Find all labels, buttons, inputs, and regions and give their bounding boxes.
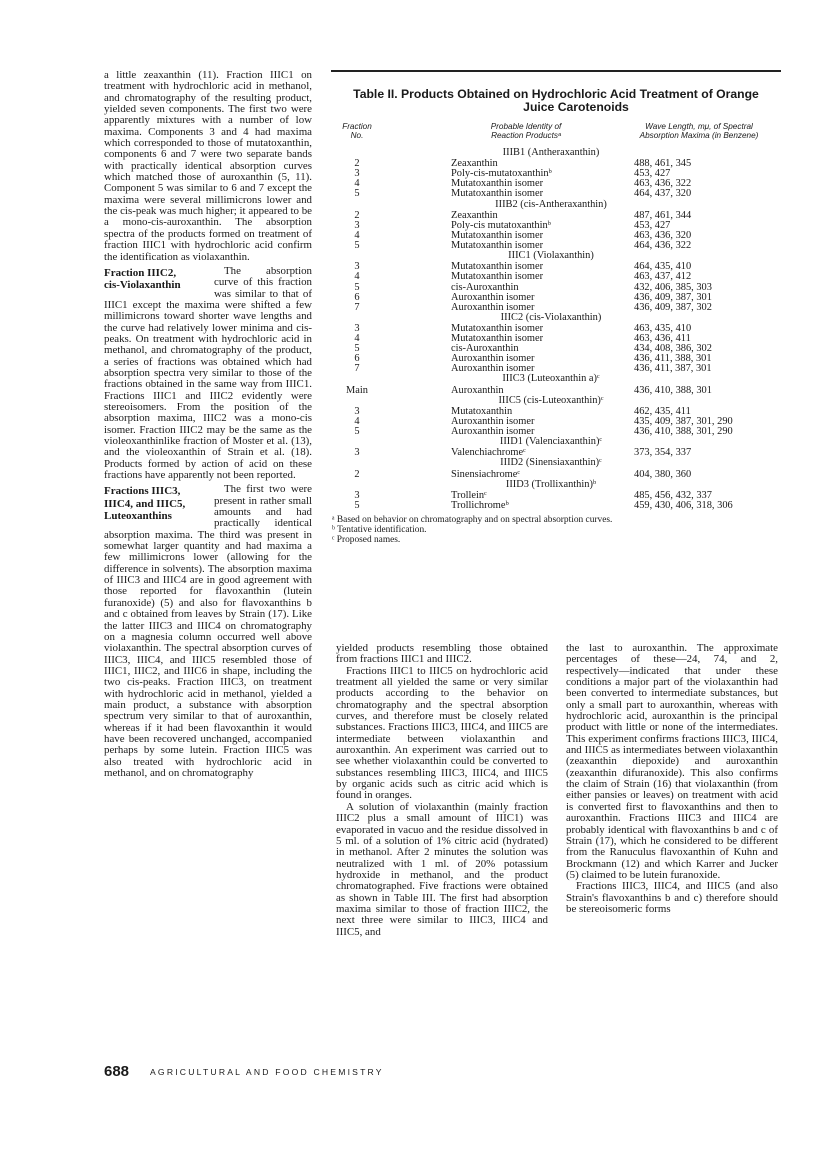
table-group-heading (331, 458, 781, 469)
cell-wavelength: 453, 427 (634, 219, 671, 231)
table-row (331, 334, 781, 344)
left-text-column (104, 70, 312, 779)
cell-identity: Auroxanthin (451, 384, 504, 396)
paragraph: yielded products resembling those obtained from fractions IIIC1 and IIIC2. (336, 642, 548, 666)
table-column-headers (331, 122, 781, 148)
table-group-heading (331, 251, 781, 262)
cell-fraction: 5 (354, 188, 360, 200)
cell-identity: Auroxanthin isomer (451, 291, 535, 303)
header-text: Fraction (342, 122, 372, 131)
table-row (331, 344, 781, 354)
group-label: IIIC5 (cis-Luteoxanthin)ᶜ (498, 394, 604, 406)
cell-wavelength: 434, 408, 386, 302 (634, 343, 712, 355)
header-text: Wave Length, mμ, of Spectral (645, 122, 753, 131)
table-row (331, 179, 781, 189)
cell-identity: Auroxanthin isomer (451, 301, 535, 313)
cell-fraction: 5 (354, 426, 360, 438)
group-label: IIID1 (Valenciaxanthin)ᶜ (499, 436, 603, 448)
heading-line: Luteoxanthins (104, 509, 172, 522)
cell-fraction: 5 (354, 500, 360, 512)
cell-wavelength: 464, 436, 322 (634, 240, 692, 252)
cell-identity: Mutatoxanthin (451, 405, 513, 417)
cell-wavelength: 404, 380, 360 (634, 468, 692, 480)
paragraph: Fractions IIIC3, IIIC4, and IIIC5 (and also Strain's flavoxanthins b and c) therefore should be stereoisomeric forms (566, 880, 778, 915)
cell-fraction: 5 (354, 343, 360, 355)
column-header-identity (451, 122, 601, 140)
cell-identity: Mutatoxanthin isomer (451, 333, 544, 345)
cell-wavelength: 463, 435, 410 (634, 322, 692, 334)
paragraph: a little zeaxanthin (11). Fraction IIIC1 on treatment with hydrochloric acid in methanol, and chromatography of the resulting product, yielded seven components. The first two were apparently mixtures with a number of low maxima. Components 3 and 4 had maxima which corresponded to those of mutatoxanthin, components 6 and 7 were two separate bands with practically identical absorption curves which matched those of auroxanthin (5, 11). Component 5 was similar to 6 and 7 except the maxima were several millimicrons lower and the cis-peak was much higher; it appeared to be a mono-cis-auroxanthin. The absorption spectra of the products formed on treatment of fraction IIIC1 with hydrochloric acid confirm the identification as violaxanthin. (104, 69, 312, 263)
cell-fraction: 4 (354, 416, 360, 427)
cell-identity: Mutatoxanthin isomer (451, 240, 544, 252)
cell-wavelength: 463, 436, 411 (634, 333, 691, 345)
footnote: ᶜ Proposed names. (332, 534, 401, 545)
cell-fraction: 3 (354, 219, 360, 231)
cell-wavelength: 436, 411, 388, 301 (634, 353, 712, 365)
cell-wavelength: 464, 437, 320 (634, 188, 692, 200)
table-group-heading (331, 148, 781, 159)
cell-wavelength: 463, 436, 322 (634, 178, 692, 190)
heading-line: cis-Violaxanthin (104, 279, 181, 292)
section-heading (104, 267, 208, 291)
table-group-heading (331, 374, 781, 385)
group-label: IIIC1 (Violaxanthin) (508, 250, 594, 262)
cell-fraction: 5 (354, 240, 360, 252)
table-top-rule (331, 70, 781, 72)
paragraph: A solution of violaxanthin (mainly fraction IIIC2 plus a small amount of IIIC1) was evaporated in vacuo and the residue dissolved in 5 ml. of a solution of 1% citric acid (hydrated) in methanol. After 2 minutes the solution was neutralized with 1 ml. of 20% potassium hydroxide in methanol, and the product chromatographed. Five fractions were obtained as shown in Table III. The first had absorption maxima similar to those of fraction IIIC2, the next three were similar to IIIC3, IIIC4 and IIIC5, and (336, 800, 548, 938)
footnote: ᵇ Tentative identification. (332, 524, 427, 535)
page-footer (104, 1063, 604, 1079)
cell-wavelength: 463, 437, 412 (634, 271, 692, 283)
section-luteoxanthins (104, 484, 312, 779)
header-text: Probable Identity of (490, 122, 562, 131)
cell-fraction: 7 (354, 363, 360, 375)
cell-fraction: 3 (354, 322, 360, 334)
cell-wavelength: 373, 354, 337 (634, 447, 692, 459)
table-row (331, 501, 781, 511)
table-row (331, 272, 781, 282)
cell-identity: Auroxanthin isomer (451, 426, 535, 438)
cell-wavelength: 464, 435, 410 (634, 261, 692, 273)
cell-fraction: 3 (354, 168, 360, 180)
cell-wavelength: 459, 430, 406, 318, 306 (634, 500, 733, 512)
cell-fraction: 2 (354, 158, 360, 170)
cell-identity: Poly-cis-mutatoxanthinᵇ (451, 168, 552, 180)
cell-fraction: 7 (354, 301, 360, 313)
section-fraction-iiic2 (104, 266, 312, 482)
group-label: IIIC2 (cis-Violaxanthin) (500, 311, 602, 323)
table-row (331, 262, 781, 272)
cell-identity: Mutatoxanthin isomer (451, 322, 544, 334)
table-title-line2: Juice Carotenoids (523, 100, 629, 114)
cell-identity: Trollichromeᵇ (451, 500, 509, 512)
table-title (331, 88, 781, 114)
cell-fraction: 2 (354, 468, 360, 480)
cell-identity: Zeaxanthin (451, 158, 498, 170)
table-group-heading (331, 437, 781, 448)
group-label: IIID2 (Sinensiaxanthin)ᶜ (500, 457, 602, 469)
table-group-heading (331, 200, 781, 211)
cell-fraction: 4 (354, 333, 360, 345)
cell-fraction: 6 (354, 353, 360, 365)
cell-identity: Mutatoxanthin isomer (451, 188, 544, 200)
cell-identity: Zeaxanthin (451, 209, 498, 221)
cell-wavelength: 462, 435, 411 (634, 405, 691, 417)
paragraph: The first two were present in rather small amounts and had practically identical absorption maxima. The third was present in somewhat larger quantity and had maxima a few millimicrons lower (allowing for the difference in solvents). The absorption maxima of IIIC3 and IIIC4 are in good agreement with those reported for flavoxanthin (lutein furanoxide) (5) and also for flavoxanthins b and c obtained from leaves by Strain (17). Like the latter IIIC3 and IIIC4 on chromatography on a magnesia column occurred well above violaxanthin. The spectral absorption curves of IIIC3, IIIC4, and IIIC5 resembled those of IIIC1, IIIC2, and IIIC6 in shape, including the two cis-peaks. Fraction IIIC3, on treatment with hydrochloric acid in methanol, yielded a main product, a substance with absorption spectrum very similar to that of auroxanthin, whereas if it had been flavoxanthin it would have been recovered unchanged, accompanied perhaps by some lutein. Fraction IIIC5 was also treated with hydrochloric acid in methanol, and on chromatography (104, 483, 312, 779)
cell-identity: Auroxanthin isomer (451, 363, 535, 375)
table-row (331, 354, 781, 364)
cell-identity: cis-Auroxanthin (451, 281, 519, 293)
table-ii (331, 70, 781, 546)
cell-wavelength: 436, 411, 387, 301 (634, 363, 712, 375)
right-text-column (566, 643, 778, 915)
cell-wavelength: 463, 436, 320 (634, 229, 692, 241)
table-row (331, 293, 781, 303)
journal-name: AGRICULTURAL AND FOOD CHEMISTRY (150, 1067, 384, 1077)
heading-line: Fractions IIIC3, (104, 485, 181, 498)
cell-identity: Mutatoxanthin isomer (451, 178, 544, 190)
cell-fraction: 3 (354, 261, 360, 273)
cell-identity: Auroxanthin isomer (451, 416, 535, 427)
middle-text-column (336, 643, 548, 938)
cell-identity: Poly-cis mutatoxanthinᵇ (451, 219, 551, 231)
cell-fraction: Main (346, 384, 368, 396)
cell-wavelength: 432, 406, 385, 303 (634, 281, 712, 293)
cell-wavelength: 436, 410, 388, 301 (634, 384, 712, 396)
cell-identity: Sinensiachromeᶜ (451, 468, 521, 480)
heading-line: Fraction IIIC2, (104, 266, 177, 279)
cell-wavelength: 485, 456, 432, 337 (634, 489, 712, 501)
table-body (331, 148, 781, 511)
group-label: IIIC3 (Luteoxanthin a)ᶜ (502, 373, 600, 385)
table-footnotes (331, 516, 781, 545)
cell-fraction: 4 (354, 271, 360, 283)
table-group-heading (331, 480, 781, 491)
header-text: Reaction Productsᵃ (491, 131, 561, 140)
cell-fraction: 4 (354, 229, 360, 241)
cell-wavelength: 436, 409, 387, 301 (634, 291, 712, 303)
table-row (331, 159, 781, 169)
paragraph: Fractions IIIC1 to IIIC5 on hydrochloric acid treatment all yielded the same or very similar products according to the behavior on chromatography and the spectral absorption curves, and therefore must be closely related substances. Fractions IIIC3, IIIC4, and IIIC5 are intermediate between violaxanthin and auroxanthin. An experiment was carried out to see whether violaxanthin could be converted to substances resembling IIIC3, IIIC4, and IIIC5 by organic acids such as citric acid which is found in oranges. (336, 664, 548, 802)
cell-identity: Mutatoxanthin isomer (451, 271, 544, 283)
heading-line: IIIC4, and IIIC5, (104, 497, 186, 510)
cell-fraction: 5 (354, 281, 360, 293)
table-group-heading (331, 396, 781, 407)
paragraph: The absorption curve of this fraction was similar to that of IIIC1 except the maxima were shifted a few millimicrons toward shorter wave lengths and the curve had relatively lower minima and cis-peaks. On treatment with hydrochloric acid in methanol, and chromatography of the product, a series of fractions was obtained which had absorption spectra very similar to those of the fractions obtained in the same way from IIIC1. Fractions IIIC1 and IIIC2 evidently were stereoisomers. From the position of the absorption maxima, IIIC2 was a mono-cis isomer. Fraction IIIC2 may be the same as the violeoxanthinlike fraction of Moster et al. (13), and the violeoxanthin of Strain et al. (18). Products formed by action of acid on these fractions have apparently not been reported. (104, 264, 312, 482)
header-text: No. (350, 131, 364, 140)
header-text: Absorption Maxima (in Benzene) (639, 131, 759, 140)
table-title-line1: Table II. Products Obtained on Hydrochloric Acid Treatment of Orange (353, 87, 759, 101)
column-header-wavelength (619, 122, 779, 140)
cell-fraction: 4 (354, 178, 360, 190)
table-row (331, 169, 781, 179)
cell-identity: Mutatoxanthin isomer (451, 229, 544, 241)
table-row (331, 324, 781, 334)
table-row (331, 283, 781, 293)
group-label: IIIB2 (cis-Antheraxanthin) (495, 198, 607, 210)
cell-wavelength: 488, 461, 345 (634, 158, 692, 170)
page-number: 688 (104, 1063, 130, 1080)
cell-wavelength: 436, 409, 387, 302 (634, 301, 712, 313)
cell-identity: cis-Auroxanthin (451, 343, 519, 355)
table-row (331, 211, 781, 221)
table-row (331, 231, 781, 241)
cell-wavelength: 487, 461, 344 (634, 209, 692, 221)
cell-identity: Trolleinᶜ (451, 489, 487, 501)
cell-wavelength: 453, 427 (634, 168, 671, 180)
cell-fraction: 2 (354, 209, 360, 221)
cell-identity: Mutatoxanthin isomer (451, 261, 544, 273)
paragraph: the last to auroxanthin. The approximate percentages of these—24, 74, and 2, respectively—indicated that under these conditions a major part of the violaxanthin had been converted to intermediate substances, but only a small part to auroxanthin, whereas with hydrochloric acid, auroxanthin is the principal product with little or none of the intermediates. This experiment confirms fractions IIIC3, IIIC4, and IIIC5 as intermediates between violaxanthin (zeaxanthin diepoxide) and auroxanthin (zeaxanthin difuranoxide). This also confirms the claim of Strain (16) that violaxanthin (from either pansies or leaves) on treatment with acid is converted first to flavoxanthins and then to auroxanthin. Fractions IIIC3 and IIIC4 are probably identical with flavoxanthins b and c of Strain (17), which he considered to be different from the Ranuculus flavoxanthin of Kuhn and Brockmann (12) and which Karrer and Jucker (5) claimed to be lutein furanoxide. (566, 642, 778, 881)
cell-fraction: 3 (354, 447, 360, 459)
cell-fraction: 3 (354, 405, 360, 417)
cell-fraction: 3 (354, 489, 360, 501)
footnote: ᵃ Based on behavior on chromatography and on spectral absorption curves. (332, 515, 613, 526)
section-heading (104, 485, 208, 522)
group-label: IIIB1 (Antheraxanthin) (502, 147, 600, 158)
column-header-fraction (331, 122, 383, 140)
cell-identity: Auroxanthin isomer (451, 353, 535, 365)
cell-fraction: 6 (354, 291, 360, 303)
cell-identity: Valenchiachromeᶜ (451, 447, 526, 459)
group-label: IIID3 (Trollixanthin)ᵇ (505, 478, 597, 490)
table-row (331, 221, 781, 231)
cell-wavelength: 436, 410, 388, 301, 290 (634, 426, 733, 438)
table-group-heading (331, 313, 781, 324)
cell-wavelength: 435, 409, 387, 301, 290 (634, 416, 733, 427)
